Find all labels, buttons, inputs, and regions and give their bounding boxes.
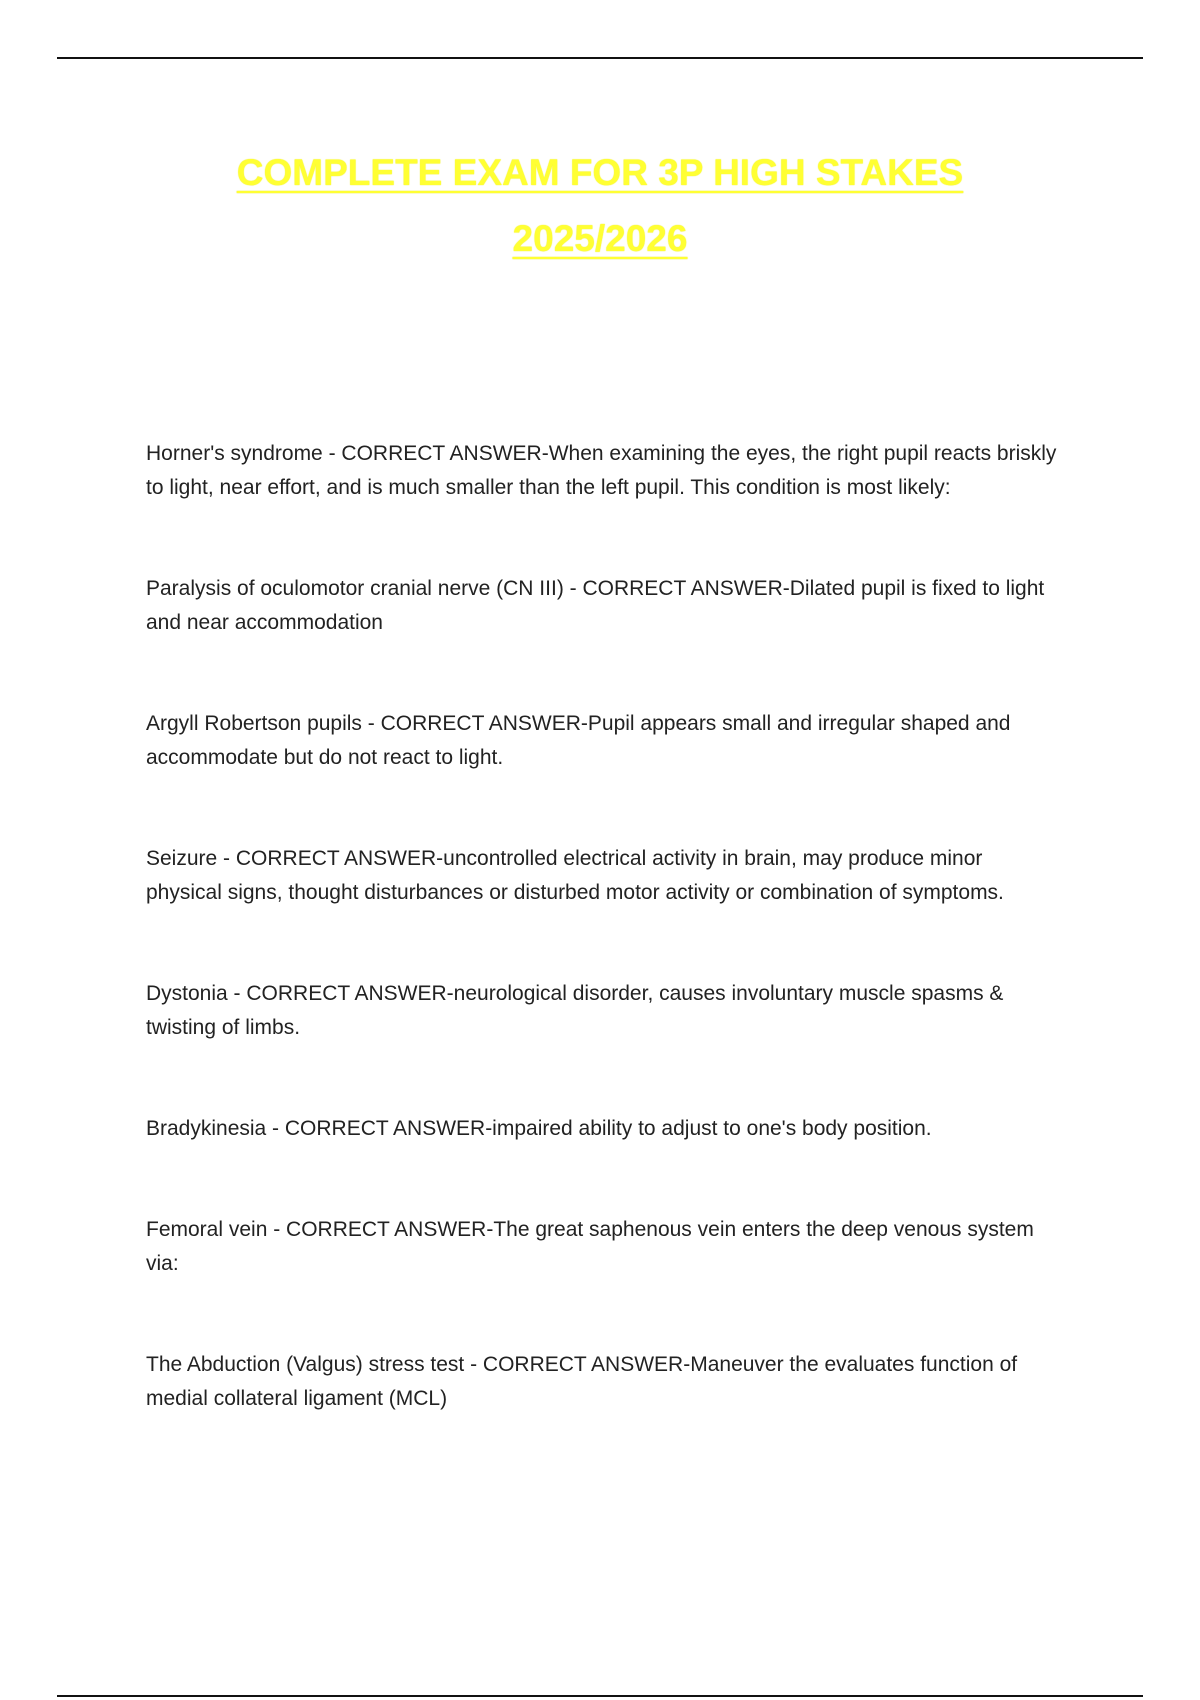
top-rule <box>57 57 1143 59</box>
bottom-rule <box>57 1695 1143 1697</box>
qa-entry-oculomotor-paralysis: Paralysis of oculomotor cranial nerve (CN III) - CORRECT ANSWER-Dilated pupil is fixed to light and near accommodation <box>146 577 1045 634</box>
qa-entry-horners-syndrome: Horner's syndrome - CORRECT ANSWER-When examining the eyes, the right pupil reacts briskly to light, near effort, and is much smaller than the left pupil. This condition is most likely: <box>146 442 1057 499</box>
document-title <box>0 140 1200 272</box>
title-line-1: COMPLETE EXAM FOR 3P HIGH STAKES <box>236 152 964 193</box>
qa-entry-seizure: Seizure - CORRECT ANSWER-uncontrolled electrical activity in brain, may produce minor physical signs, thought disturbances or disturbed motor activity or combination of symptoms. <box>146 847 1004 904</box>
qa-entry-dystonia: Dystonia - CORRECT ANSWER-neurological disorder, causes involuntary muscle spasms & twisting of limbs. <box>146 982 1004 1039</box>
qa-entry-bradykinesia: Bradykinesia - CORRECT ANSWER-impaired ability to adjust to one's body position. <box>146 1117 932 1140</box>
title-line-2: 2025/2026 <box>512 218 688 259</box>
qa-entry-valgus-stress-test: The Abduction (Valgus) stress test - CORRECT ANSWER-Maneuver the evaluates function of medial collateral ligament (MCL) <box>146 1353 1018 1410</box>
qa-entry-femoral-vein: Femoral vein - CORRECT ANSWER-The great saphenous vein enters the deep venous system via: <box>146 1218 1034 1275</box>
qa-list <box>146 437 1061 1416</box>
qa-entry-argyll-robertson: Argyll Robertson pupils - CORRECT ANSWER-Pupil appears small and irregular shaped and accommodate but do not react to light. <box>146 712 1011 769</box>
